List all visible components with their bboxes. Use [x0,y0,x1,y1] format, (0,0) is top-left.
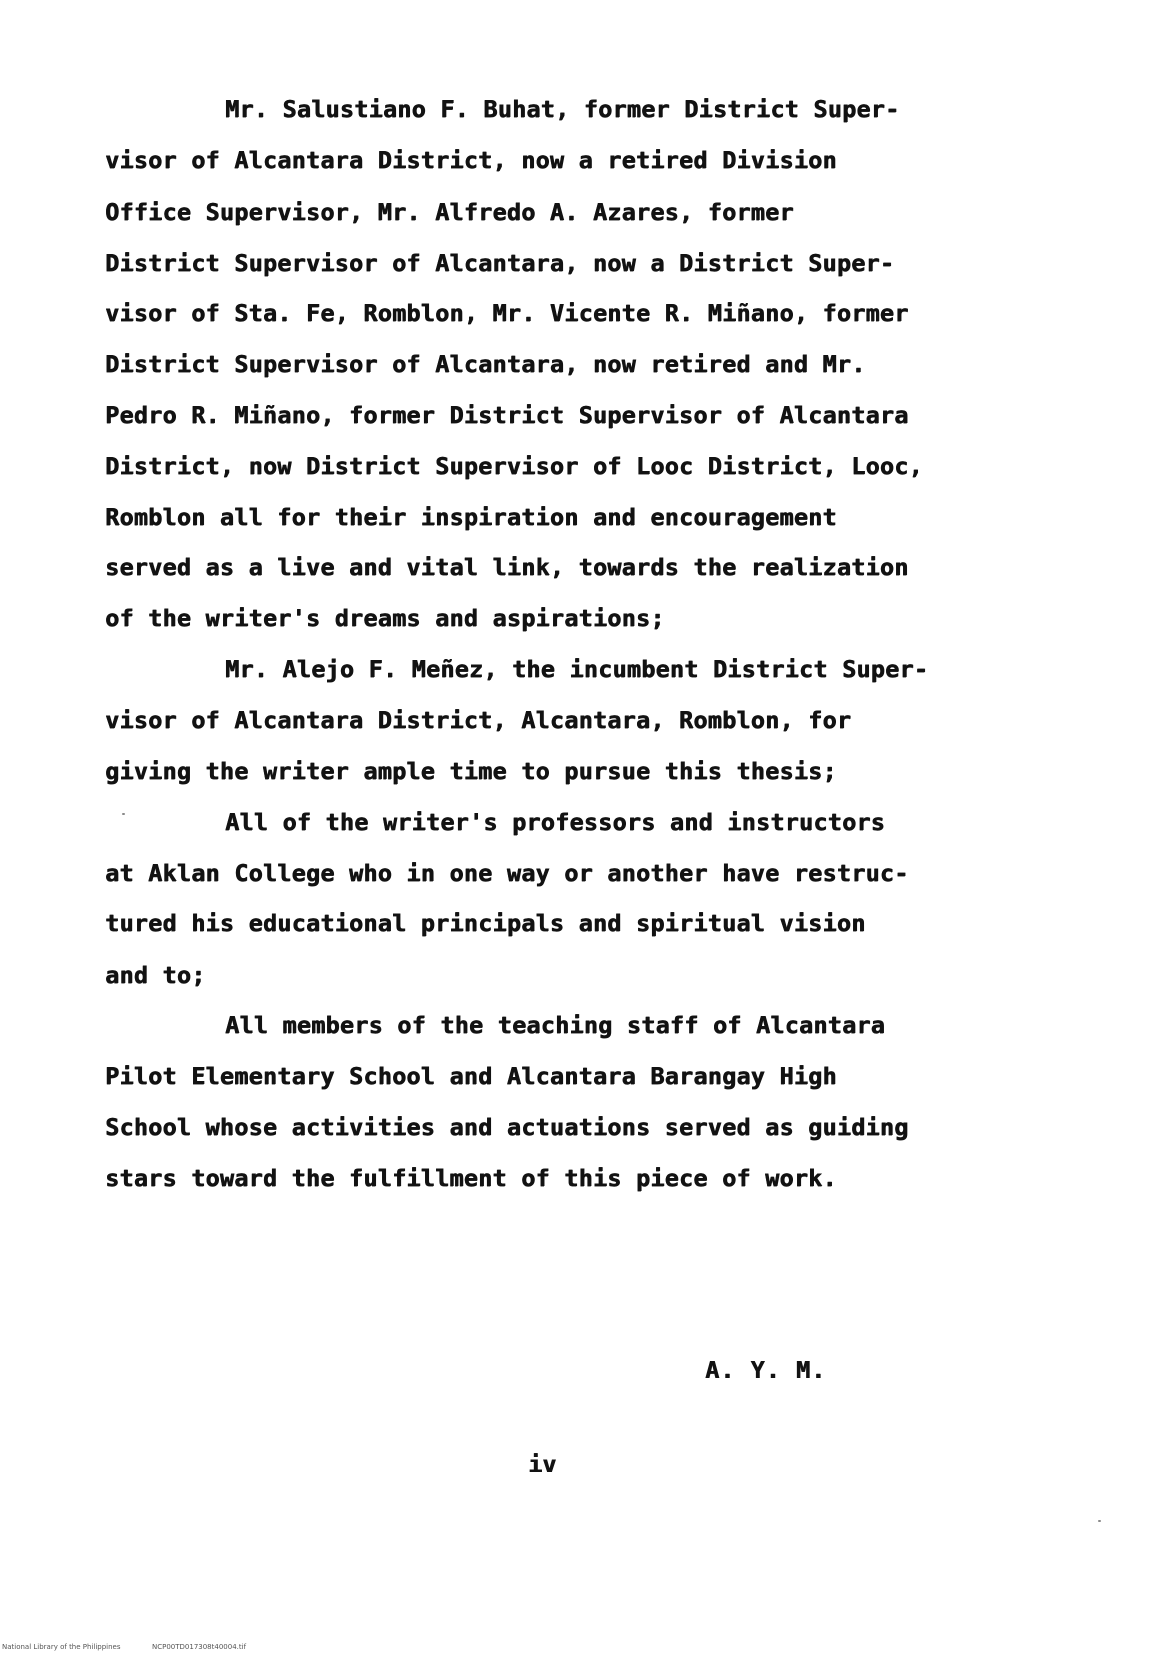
scan-speck [122,813,125,815]
author-initials: A. Y. M. [705,1356,827,1384]
text-line: giving the writer ample time to pursue this thesis; [105,757,837,785]
text-line: All members of the teaching staff of Alcantara [225,1011,886,1039]
text-line: tured his educational principals and spiritual vision [105,909,866,937]
text-line: visor of Sta. Fe, Romblon, Mr. Vicente R. Miñano, former [105,299,909,327]
text-line: at Aklan College who in one way or another have restruc- [105,859,909,887]
text-line: Mr. Salustiano F. Buhat, former District Super- [225,95,900,123]
text-line: Romblon all for their inspiration and encouragement [105,503,837,531]
text-line: Mr. Alejo F. Meñez, the incumbent District Super- [225,655,929,683]
page-number: iv [528,1450,557,1478]
text-line: Pilot Elementary School and Alcantara Barangay High [105,1062,837,1090]
text-line: District Supervisor of Alcantara, now a District Super- [105,249,895,277]
text-line: Pedro R. Miñano, former District Supervisor of Alcantara [105,401,909,429]
text-line: All of the writer's professors and instructors [225,808,886,836]
text-line: District, now District Supervisor of Looc District, Looc, [105,452,923,480]
text-line: District Supervisor of Alcantara, now retired and Mr. [105,350,866,378]
text-line: stars toward the fulfillment of this piece of work. [105,1164,837,1192]
text-line: of the writer's dreams and aspirations; [105,604,665,632]
text-line: visor of Alcantara District, now a retired Division [105,146,837,174]
text-line: and to; [105,961,206,989]
text-line: served as a live and vital link, towards the realization [105,553,909,581]
text-line: School whose activities and actuations served as guiding [105,1113,909,1141]
footer-file-id: NCP00TD017308t40004.tif [152,1643,247,1651]
footer-library-note: National Library of the Philippines [2,1643,121,1651]
scan-speck [1098,1520,1101,1522]
text-line: visor of Alcantara District, Alcantara, Romblon, for [105,706,852,734]
text-line: Office Supervisor, Mr. Alfredo A. Azares, former [105,198,794,226]
